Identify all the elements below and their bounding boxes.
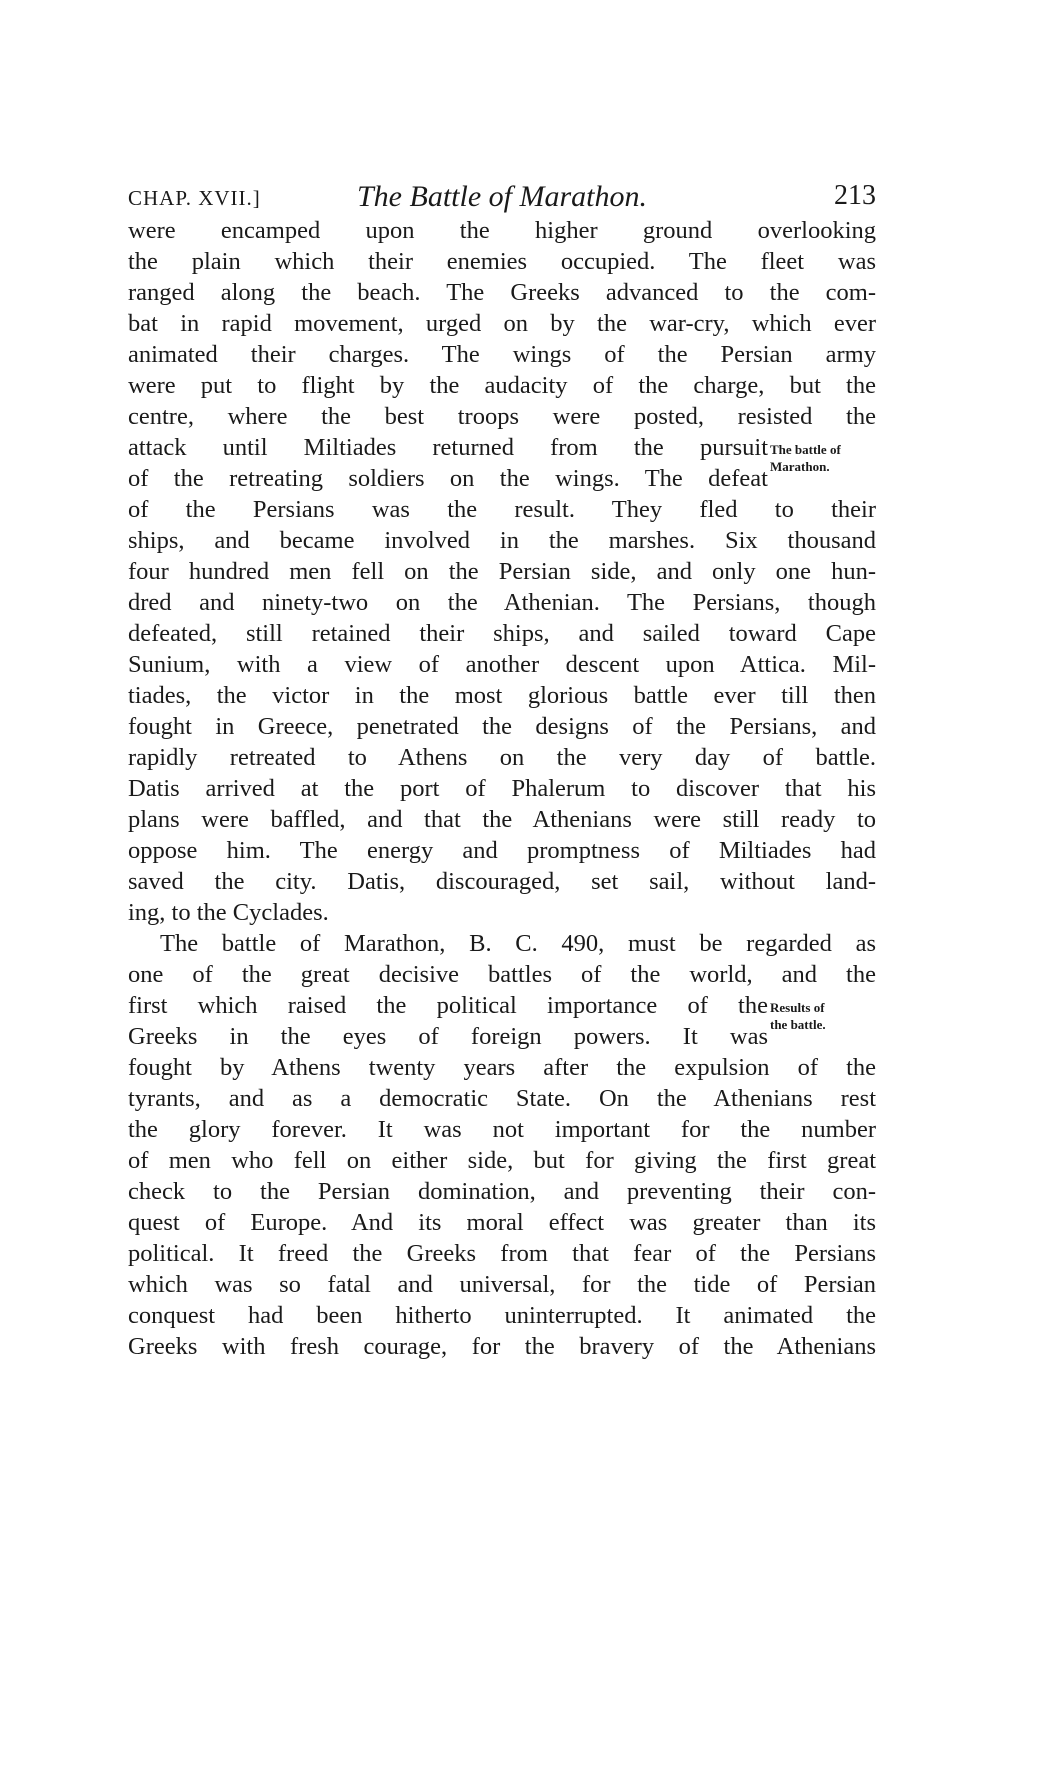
text-line: defeated, still retained their ships, and sailed toward Cape bbox=[128, 620, 876, 647]
text-line: The battle of Marathon, B. C. 490, must be regarded as bbox=[160, 930, 876, 957]
text-line: check to the Persian domination, and preventing their con- bbox=[128, 1178, 876, 1205]
text-line: ing, to the Cyclades. bbox=[128, 899, 329, 926]
margin-note bbox=[770, 441, 841, 475]
text-line: were put to flight by the audacity of the charge, but the bbox=[128, 372, 876, 399]
text-line: political. It freed the Greeks from that fear of the Persians bbox=[128, 1240, 876, 1267]
margin-note bbox=[770, 999, 826, 1033]
text-line: bat in rapid movement, urged on by the war-cry, which ever bbox=[128, 310, 876, 337]
text-line: one of the great decisive battles of the world, and the bbox=[128, 961, 876, 988]
text-line: first which raised the political importance of the bbox=[128, 992, 768, 1019]
text-line: saved the city. Datis, discouraged, set sail, without land- bbox=[128, 868, 876, 895]
running-header bbox=[128, 180, 876, 220]
text-line: Greeks with fresh courage, for the bravery of the Athenians bbox=[128, 1333, 876, 1360]
text-line: of the Persians was the result. They fled to their bbox=[128, 496, 876, 523]
text-line: fought by Athens twenty years after the expulsion of the bbox=[128, 1054, 876, 1081]
text-line: tyrants, and as a democratic State. On the Athenians rest bbox=[128, 1085, 876, 1112]
text-line: plans were baffled, and that the Athenians were still ready to bbox=[128, 806, 876, 833]
text-line: tiades, the victor in the most glorious battle ever till then bbox=[128, 682, 876, 709]
text-line: were encamped upon the higher ground overlooking bbox=[128, 217, 876, 244]
text-line: conquest had been hitherto uninterrupted. It animated the bbox=[128, 1302, 876, 1329]
text-line: dred and ninety-two on the Athenian. The Persians, though bbox=[128, 589, 876, 616]
text-line: oppose him. The energy and promptness of Miltiades had bbox=[128, 837, 876, 864]
margin-note-line: Results of bbox=[770, 1000, 825, 1015]
text-line: attack until Miltiades returned from the pursuit bbox=[128, 434, 768, 461]
text-line: which was so fatal and universal, for the tide of Persian bbox=[128, 1271, 876, 1298]
text-line: ships, and became involved in the marshes. Six thousand bbox=[128, 527, 876, 554]
text-line: of men who fell on either side, but for giving the first great bbox=[128, 1147, 876, 1174]
margin-note-line: the battle. bbox=[770, 1017, 826, 1032]
text-line: centre, where the best troops were posted, resisted the bbox=[128, 403, 876, 430]
margin-note-line: Marathon. bbox=[770, 459, 830, 474]
text-line: of the retreating soldiers on the wings. The defeat bbox=[128, 465, 768, 492]
text-line: Sunium, with a view of another descent upon Attica. Mil- bbox=[128, 651, 876, 678]
text-line: fought in Greece, penetrated the designs of the Persians, and bbox=[128, 713, 876, 740]
text-line: quest of Europe. And its moral effect was greater than its bbox=[128, 1209, 876, 1236]
margin-note-line: The battle of bbox=[770, 442, 841, 457]
chapter-label: CHAP. XVII.] bbox=[128, 186, 261, 210]
text-line: Datis arrived at the port of Phalerum to discover that his bbox=[128, 775, 876, 802]
text-line: animated their charges. The wings of the Persian army bbox=[128, 341, 876, 368]
text-line: ranged along the beach. The Greeks advanced to the com- bbox=[128, 279, 876, 306]
text-line: the glory forever. It was not important for the number bbox=[128, 1116, 876, 1143]
text-line: the plain which their enemies occupied. The fleet was bbox=[128, 248, 876, 275]
running-title: The Battle of Marathon. bbox=[357, 180, 647, 213]
page-number: 213 bbox=[834, 180, 876, 211]
text-line: rapidly retreated to Athens on the very day of battle. bbox=[128, 744, 876, 771]
text-line: four hundred men fell on the Persian side, and only one hun- bbox=[128, 558, 876, 585]
text-line: Greeks in the eyes of foreign powers. It was bbox=[128, 1023, 768, 1050]
